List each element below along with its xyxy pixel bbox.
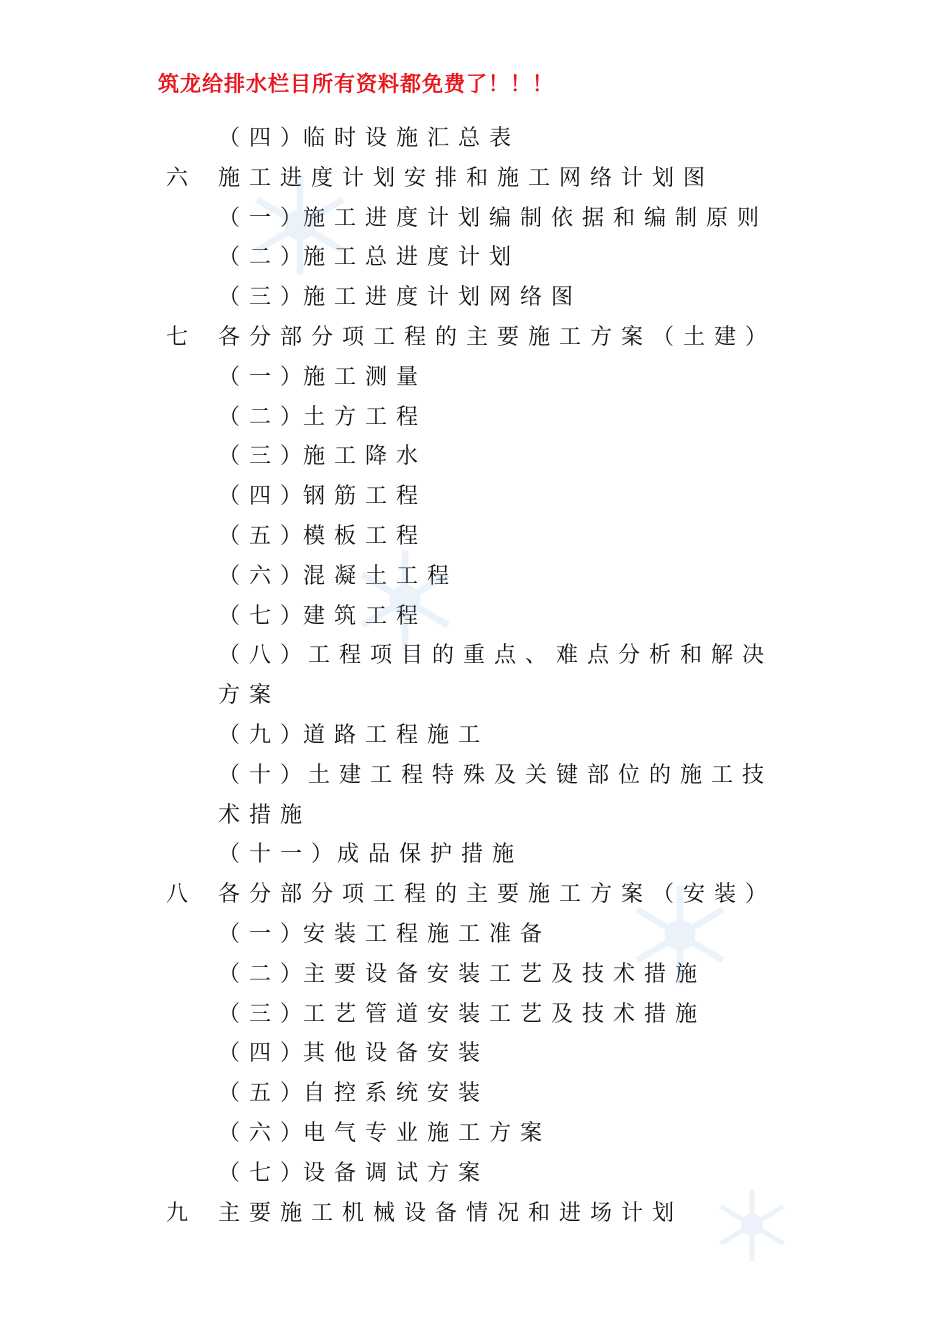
toc-entry-number: （七）: [218, 603, 312, 629]
toc-entry: [0, 634, 950, 674]
toc-entry: [0, 197, 950, 237]
toc-entry-title: 施工进度计划网络图: [303, 285, 583, 311]
free-resources-banner: 筑龙给排水栏目所有资料都免费了！！！: [158, 72, 554, 96]
toc-entry-number: （一）: [218, 205, 312, 231]
toc-entry-number: （四）: [218, 126, 312, 151]
toc-entry-title: 电气专业施工方案: [303, 1120, 552, 1146]
toc-entry-number: （五）: [218, 1081, 312, 1107]
toc-entry-number: （八）: [218, 643, 312, 669]
toc-section-number: 八: [166, 882, 198, 908]
toc-section-title: 各分部分项工程的主要施工方案（安装）: [218, 882, 777, 908]
toc-entry-title: 安装工程施工准备: [303, 921, 552, 947]
toc-entry-number: （二）: [218, 961, 312, 987]
toc-section-title: 主要施工机械设备情况和进场计划: [218, 1200, 684, 1226]
toc-entry-title: 临时设施汇总表: [303, 126, 521, 151]
toc-entry-title: 施工进度计划编制依据和编制原则: [303, 205, 769, 231]
toc-entry-number: （三）: [218, 285, 312, 311]
toc-entry-title-continued: 方案: [218, 683, 281, 709]
toc-entry: [0, 993, 950, 1033]
toc-entry: [0, 396, 950, 436]
toc-entry: [0, 1032, 950, 1072]
toc-entry-title: 土建工程特殊及关键部位的施工技: [308, 762, 774, 788]
toc-entry: [0, 555, 950, 595]
toc-entry-number: （三）: [218, 1001, 312, 1027]
toc-entry: [0, 117, 950, 157]
toc-section-title: 各分部分项工程的主要施工方案（土建）: [218, 324, 777, 350]
toc-entry: [0, 714, 950, 754]
toc-entry-number: （六）: [218, 563, 312, 589]
toc-entry-title: 建筑工程: [303, 603, 428, 629]
toc-entry-number: （一）: [218, 364, 312, 390]
toc-entry: [0, 1072, 950, 1112]
snowflake-watermark-icon: [625, 880, 735, 990]
toc-entry: [0, 595, 950, 635]
toc-entry: [0, 356, 950, 396]
toc-entry-title: 土方工程: [303, 404, 428, 430]
toc-section: [0, 157, 950, 197]
toc-entry-title: 钢筋工程: [303, 484, 428, 510]
toc-entry-title: 模板工程: [303, 523, 428, 549]
toc-entry-number: （九）: [218, 722, 312, 748]
toc-entry-number: （七）: [218, 1160, 312, 1186]
toc-entry: [0, 475, 950, 515]
toc-entry-title: 主要设备安装工艺及技术措施: [303, 961, 707, 987]
toc-entry-title: 施工总进度计划: [303, 245, 521, 271]
toc-entry-number: （二）: [218, 245, 312, 271]
toc-entry-title: 混凝土工程: [303, 563, 459, 589]
toc-entry-title: 成品保护措施: [337, 842, 524, 868]
toc-entry: [0, 1152, 950, 1192]
toc-entry-continuation: [0, 794, 950, 834]
toc-entry-title: 道路工程施工: [303, 722, 490, 748]
toc-entry: [0, 435, 950, 475]
toc-entry-title: 施工测量: [303, 364, 428, 390]
toc-section: [0, 873, 950, 913]
toc-entry-title: 施工降水: [303, 444, 428, 470]
toc-entry-title: 其他设备安装: [303, 1041, 490, 1067]
toc-entry: [0, 754, 950, 794]
toc-entry-title: 自控系统安装: [303, 1081, 490, 1107]
toc-section-number: 七: [166, 324, 198, 350]
toc-entry-title: 工艺管道安装工艺及技术措施: [303, 1001, 707, 1027]
table-of-contents: [0, 117, 950, 1231]
toc-entry-number: （四）: [218, 1041, 312, 1067]
toc-entry-number: （十）: [218, 762, 312, 788]
toc-entry-number: （四）: [218, 484, 312, 510]
toc-entry-continuation: [0, 674, 950, 714]
snowflake-watermark-icon: [245, 170, 355, 280]
toc-entry: [0, 1112, 950, 1152]
toc-entry-title: 设备调试方案: [303, 1160, 490, 1186]
toc-entry: [0, 236, 950, 276]
toc-entry-number: （五）: [218, 523, 312, 549]
toc-entry-number: （二）: [218, 404, 312, 430]
toc-entry-title: 工程项目的重点、难点分析和解决: [308, 643, 774, 669]
toc-entry: [0, 913, 950, 953]
toc-entry-number: （三）: [218, 444, 312, 470]
toc-section: [0, 316, 950, 356]
toc-entry-number: （十一）: [218, 842, 343, 868]
toc-section-title: 施工进度计划安排和施工网络计划图: [218, 165, 715, 191]
toc-entry: [0, 515, 950, 555]
toc-entry: [0, 953, 950, 993]
toc-entry: [0, 833, 950, 873]
toc-section-number: 九: [166, 1200, 198, 1226]
toc-entry-title-continued: 术措施: [218, 802, 312, 828]
toc-section-number: 六: [166, 165, 198, 191]
toc-entry-number: （一）: [218, 921, 312, 947]
toc-entry: [0, 276, 950, 316]
toc-entry-number: （六）: [218, 1120, 312, 1146]
toc-section: [0, 1192, 950, 1232]
snowflake-watermark-icon: [712, 1185, 792, 1265]
snowflake-watermark-icon: [350, 545, 460, 655]
